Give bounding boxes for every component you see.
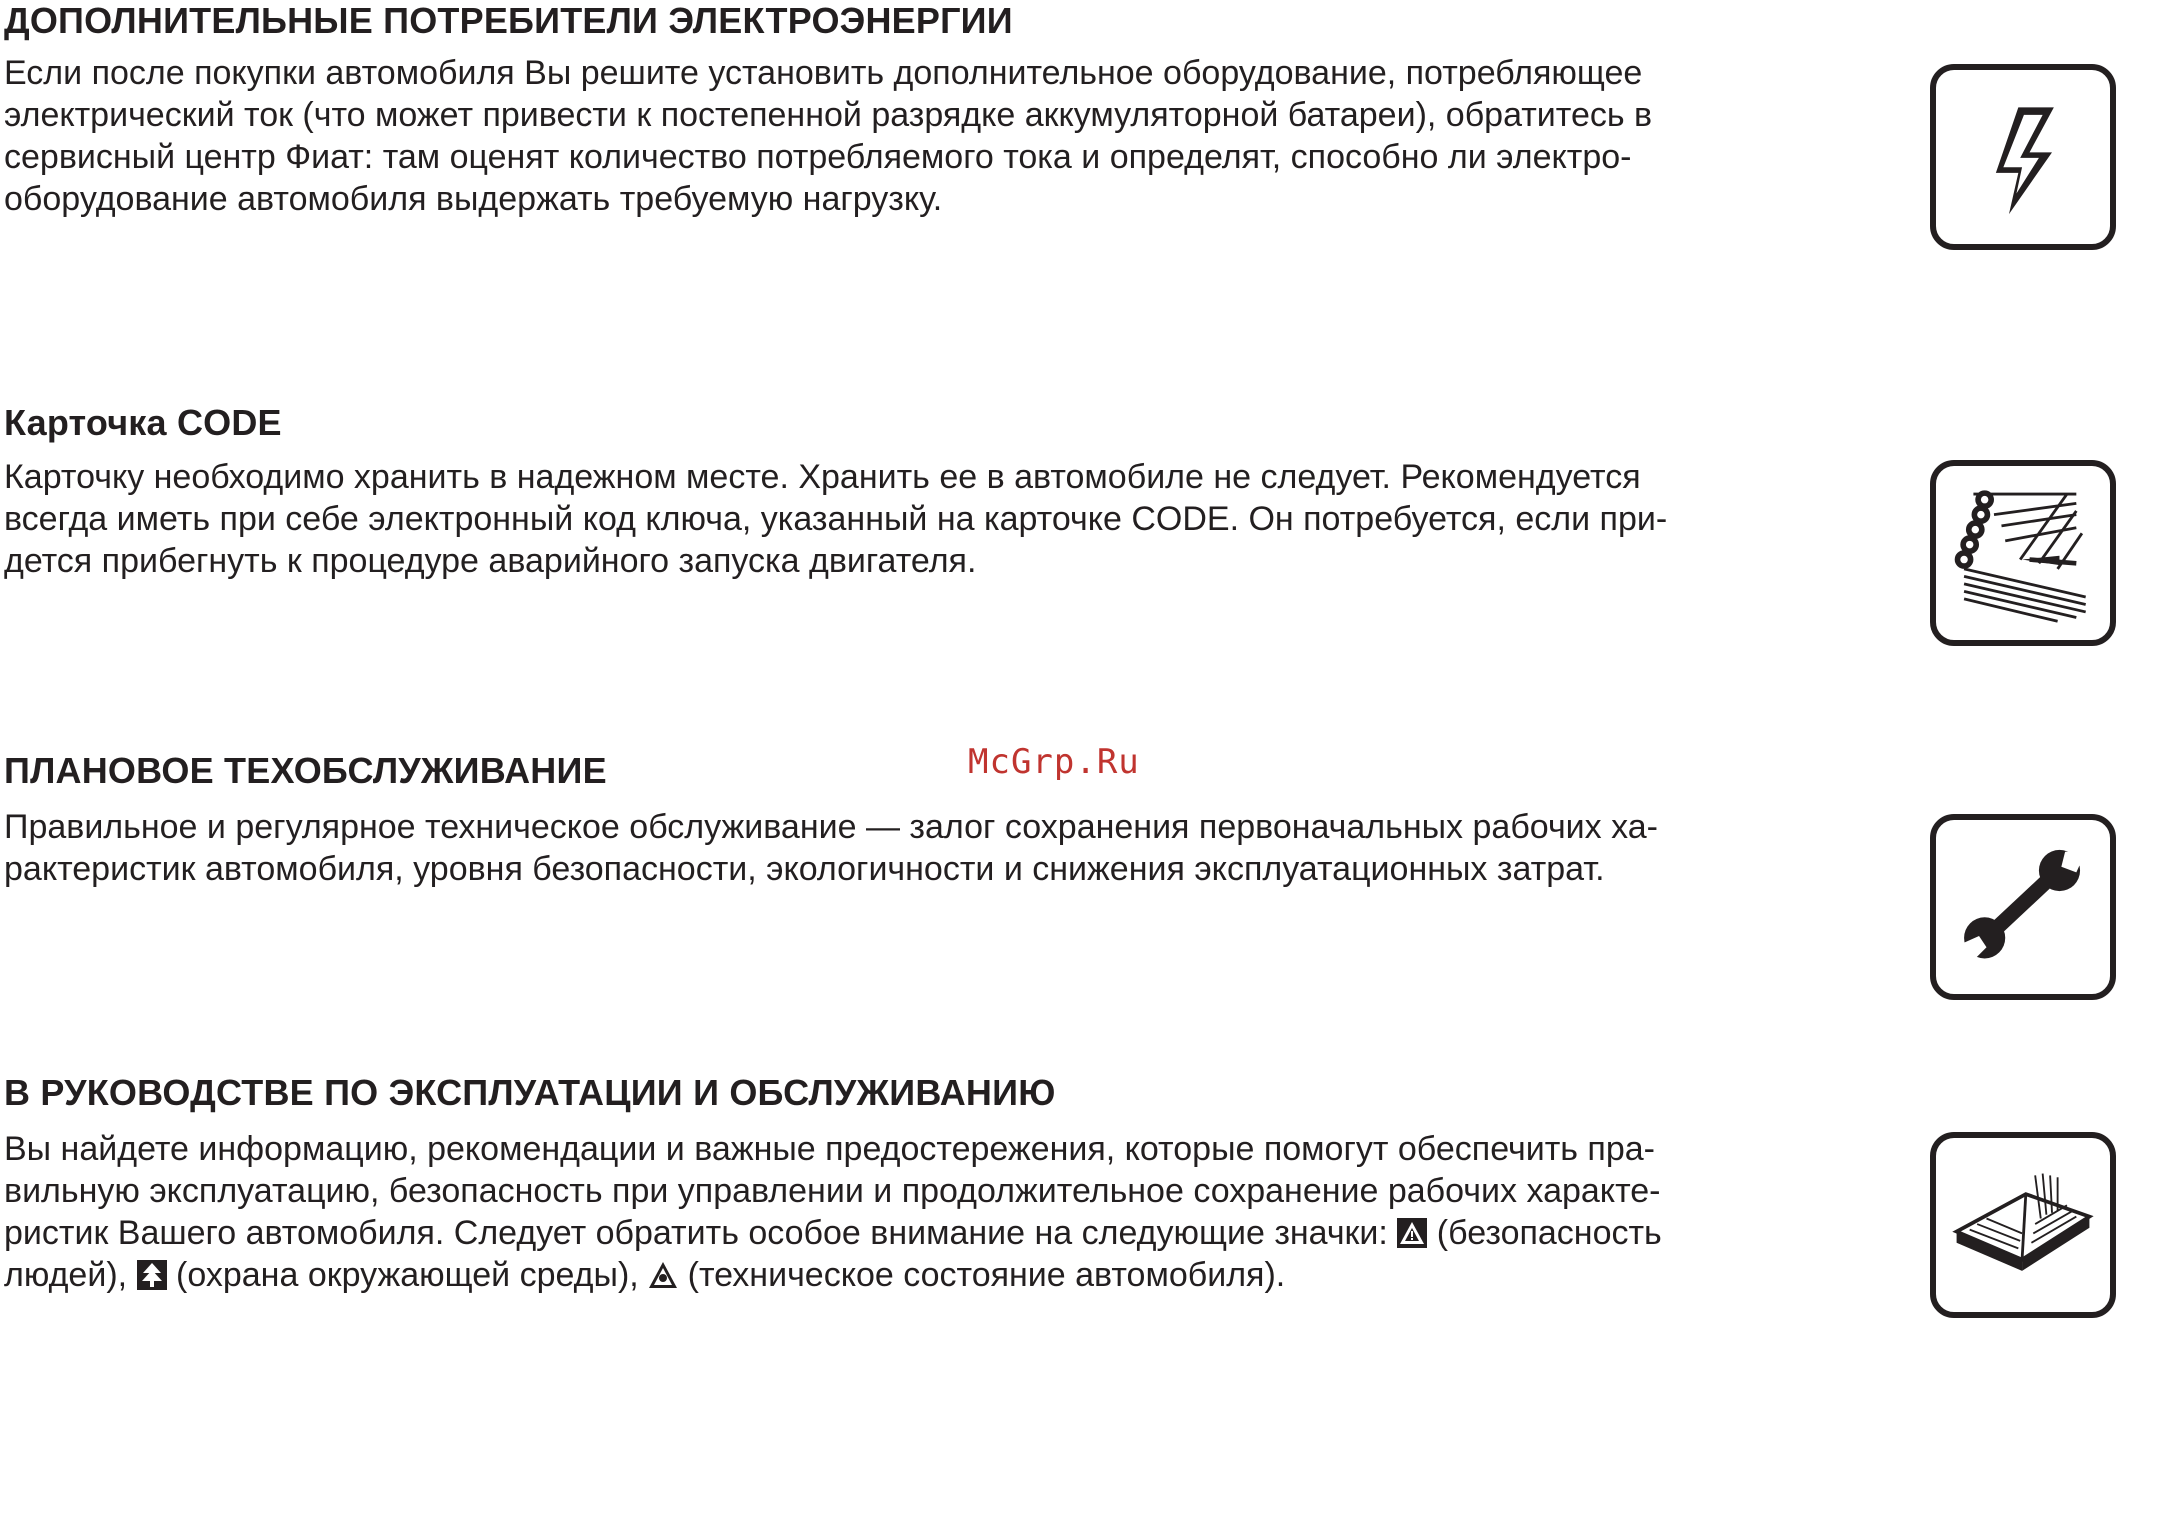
symbol-label: людей),	[4, 1256, 128, 1294]
section-heading: ДОПОЛНИТЕЛЬНЫЕ ПОТРЕБИТЕЛИ ЭЛЕКТРОЭНЕРГИИ	[4, 0, 1013, 41]
warning-triangle-icon	[1397, 1218, 1427, 1248]
paragraph-line: сервисный центр Фиат: там оценят количество потребляемого тока и определят, способно ли электро-	[4, 138, 1632, 176]
watermark: McGrp.Ru	[968, 742, 1140, 782]
paragraph-line: всегда иметь при себе электронный код ключа, указанный на карточке CODE. Он потребуется, если при-	[4, 500, 1668, 538]
paragraph-line: оборудование автомобиля выдержать требуемую нагрузку.	[4, 180, 943, 218]
paragraph-line: Карточку необходимо хранить в надежном месте. Хранить ее в автомобиле не следует. Рекомендуется	[4, 458, 1641, 496]
section-heading: В РУКОВОДСТВЕ ПО ЭКСПЛУАТАЦИИ И ОБСЛУЖИВАНИЮ	[4, 1072, 1056, 1113]
section-electrical-consumers	[4, 0, 1864, 220]
paragraph-line	[4, 1212, 1864, 1254]
symbol-label: (охрана окружающей среды),	[176, 1256, 639, 1294]
section-scheduled-maintenance	[4, 750, 1864, 890]
section-paragraph	[4, 52, 1864, 220]
section-paragraph	[4, 1128, 1864, 1296]
symbol-label: (техническое состояние автомобиля).	[687, 1256, 1286, 1294]
section-code-card	[4, 402, 1864, 582]
wrench-icon	[1930, 814, 2116, 1000]
paragraph-line: электрический ток (что может привести к постепенной разрядке аккумуляторной батареи), обратитесь в	[4, 96, 1653, 134]
paragraph-line: Если после покупки автомобиля Вы решите установить дополнительное оборудование, потребляющее	[4, 54, 1643, 92]
section-heading: Карточка CODE	[4, 402, 282, 443]
vehicle-warning-icon	[648, 1260, 678, 1290]
paragraph-line	[4, 1254, 1864, 1296]
environment-tree-icon	[137, 1260, 167, 1290]
open-book-icon	[1930, 1132, 2116, 1318]
section-paragraph	[4, 456, 1864, 582]
notepad-pen-icon	[1930, 460, 2116, 646]
lightning-icon	[1930, 64, 2116, 250]
section-manual-info	[4, 1072, 1864, 1296]
paragraph-line: Правильное и регулярное техническое обслуживание — залог сохранения первоначальных рабочих ха-	[4, 808, 1658, 846]
paragraph-line-text: ристик Вашего автомобиля. Следует обратить особое внимание на следующие значки:	[4, 1214, 1388, 1252]
paragraph-line: дется прибегнуть к процедуре аварийного запуска двигателя.	[4, 542, 977, 580]
paragraph-line: вильную эксплуатацию, безопасность при управлении и продолжительное сохранение рабочих характе-	[4, 1172, 1661, 1210]
symbol-label: (безопасность	[1436, 1214, 1662, 1252]
section-heading: ПЛАНОВОЕ ТЕХОБСЛУЖИВАНИЕ	[4, 750, 607, 791]
section-paragraph	[4, 806, 1864, 890]
paragraph-line: Вы найдете информацию, рекомендации и важные предостережения, которые помогут обеспечить пра-	[4, 1130, 1655, 1168]
paragraph-line: рактеристик автомобиля, уровня безопасности, экологичности и снижения эксплуатационных затрат.	[4, 850, 1605, 888]
